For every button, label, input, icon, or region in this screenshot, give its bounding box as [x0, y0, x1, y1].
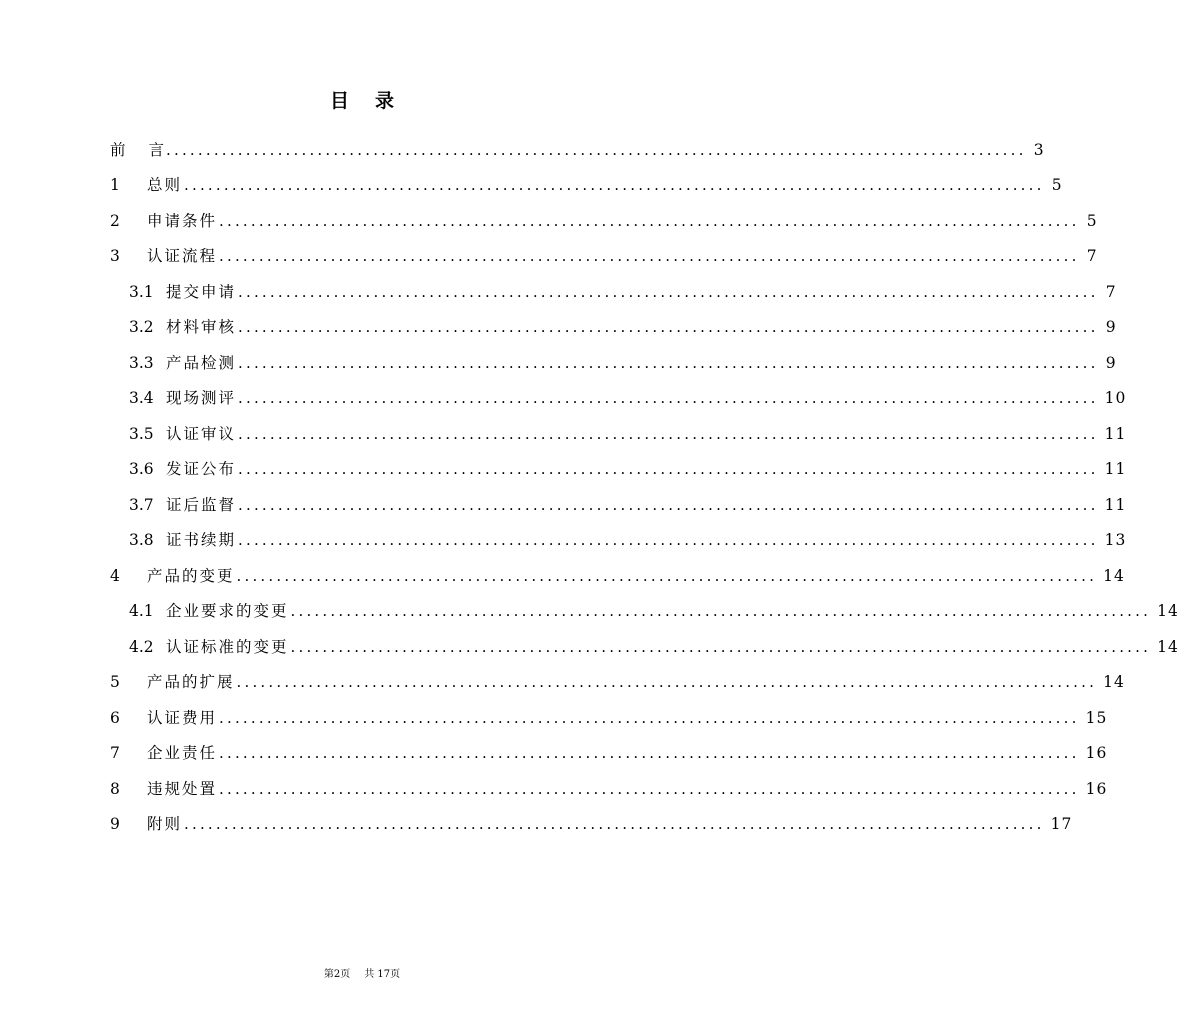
- toc-entry-label: 产品的变更: [147, 566, 235, 585]
- toc-leader-dots: ............................................................................................................: [238, 531, 1099, 549]
- toc-subentry[interactable]: [110, 373, 1127, 409]
- toc-entry-number: 8: [110, 779, 120, 798]
- toc-page-number: 9: [1105, 353, 1117, 372]
- toc-entry-label: 材料审核: [166, 318, 237, 336]
- toc-entry-label: 申请条件: [147, 211, 218, 230]
- toc-title: [0, 86, 724, 113]
- toc-entry-number: 3.6: [129, 460, 154, 478]
- toc-leader-dots: ............................................................................................................: [238, 495, 1099, 514]
- toc-leader-dots: ............................................................................................................: [219, 247, 1080, 265]
- toc-entry-label: 发证公布: [166, 460, 237, 478]
- toc-leader-dots: ............................................................................................................: [166, 140, 1027, 159]
- toc-page-number: 9: [1105, 318, 1117, 336]
- toc-leader-dots: ............................................................................................................: [219, 211, 1080, 230]
- toc-entry[interactable]: [110, 231, 1098, 267]
- toc-subentry[interactable]: [110, 586, 1179, 622]
- toc-entry-number: 2: [110, 211, 120, 230]
- toc-page-number: 11: [1104, 424, 1127, 443]
- toc-page-number: 7: [1105, 282, 1117, 301]
- toc-leader-dots: ............................................................................................................: [236, 673, 1098, 691]
- footer-total-pages: 共 17页: [364, 969, 401, 980]
- toc-entry[interactable]: [110, 657, 1125, 693]
- toc-subentry[interactable]: [110, 515, 1127, 551]
- toc-entry-number: 3.4: [129, 389, 154, 407]
- toc-entry-label: 证书续期: [166, 531, 237, 549]
- toc-leader-dots: ............................................................................................................: [238, 282, 1099, 301]
- toc-entry[interactable]: [110, 160, 1063, 196]
- toc-subentry[interactable]: [110, 479, 1127, 515]
- toc-entry-number: 7: [110, 744, 120, 762]
- toc-page-number: 10: [1104, 389, 1127, 407]
- toc-entry-number: 4.2: [129, 637, 154, 656]
- toc-leader-dots: ............................................................................................................: [290, 637, 1152, 656]
- toc-leader-dots: ............................................................................................................: [238, 389, 1099, 407]
- toc-page-number: 17: [1050, 815, 1073, 833]
- toc-entry-label: 认证标准的变更: [166, 637, 289, 656]
- toc-subentry[interactable]: [110, 266, 1117, 302]
- toc-page-number: 13: [1104, 531, 1127, 549]
- toc-leader-dots: ............................................................................................................: [219, 708, 1080, 727]
- footer-current-page: 第2页: [323, 969, 351, 980]
- toc-entry-label: 产品的扩展: [147, 673, 235, 691]
- toc-entry-number: 3.1: [129, 282, 154, 301]
- toc-entry-number: 5: [110, 673, 120, 691]
- toc-entry-label: 企业责任: [147, 744, 218, 762]
- toc-entry-label: 提交申请: [166, 282, 237, 301]
- toc-entry[interactable]: [110, 728, 1108, 764]
- toc-entry-label: 认证流程: [147, 247, 218, 265]
- toc-entry-foreword[interactable]: [110, 124, 1045, 160]
- table-of-contents: [110, 124, 1179, 834]
- toc-entry-label: 认证审议: [166, 424, 237, 443]
- toc-leader-dots: ............................................................................................................: [238, 353, 1099, 372]
- toc-page-number: 11: [1104, 460, 1127, 478]
- toc-entry-number: 3.2: [129, 318, 154, 336]
- page-footer: [0, 965, 724, 980]
- toc-entry-label: 总则: [147, 176, 183, 194]
- toc-entry-number: 4: [110, 566, 120, 585]
- toc-entry-number: 6: [110, 708, 120, 727]
- toc-page-number: 16: [1085, 779, 1108, 798]
- toc-entry[interactable]: [110, 550, 1125, 586]
- toc-entry-number: 4.1: [129, 602, 154, 620]
- toc-page-number: 14: [1103, 566, 1125, 585]
- toc-page-number: 16: [1085, 744, 1108, 762]
- toc-entry-label: 附则: [147, 815, 183, 833]
- toc-leader-dots: ............................................................................................................: [238, 318, 1099, 336]
- toc-entry-label: 违规处置: [147, 779, 218, 798]
- toc-subentry[interactable]: [110, 302, 1117, 338]
- toc-entry-number: 1: [110, 176, 120, 194]
- toc-entry-number: 3.8: [129, 531, 154, 549]
- toc-leader-dots: ............................................................................................................: [184, 176, 1045, 194]
- toc-entry-label: 现场测评: [166, 389, 237, 407]
- toc-page-number: 3: [1033, 140, 1045, 159]
- toc-entry-label: 前 言: [110, 140, 165, 159]
- toc-entry-number: 9: [110, 815, 120, 833]
- toc-leader-dots: ............................................................................................................: [184, 815, 1045, 833]
- toc-leader-dots: ............................................................................................................: [219, 779, 1080, 798]
- toc-entry-number: 3.3: [129, 353, 154, 372]
- toc-subentry[interactable]: [110, 444, 1127, 480]
- toc-page-number: 14: [1157, 637, 1179, 656]
- toc-title-char-2: 录: [375, 90, 395, 112]
- toc-page-number: 14: [1157, 602, 1179, 620]
- toc-entry[interactable]: [110, 763, 1108, 799]
- toc-subentry[interactable]: [110, 337, 1117, 373]
- toc-title-char-1: 目: [329, 90, 349, 112]
- toc-entry[interactable]: [110, 195, 1098, 231]
- toc-leader-dots: ............................................................................................................: [219, 744, 1080, 762]
- toc-page-number: 5: [1086, 211, 1098, 230]
- toc-entry-number: 3: [110, 247, 120, 265]
- toc-entry-label: 证后监督: [166, 495, 237, 514]
- toc-entry-number: 3.7: [129, 495, 154, 514]
- toc-leader-dots: ............................................................................................................: [290, 602, 1152, 620]
- toc-entry-number: 3.5: [129, 424, 154, 443]
- toc-subentry[interactable]: [110, 621, 1179, 657]
- toc-page-number: 14: [1103, 673, 1125, 691]
- toc-page-number: 11: [1104, 495, 1127, 514]
- toc-page-number: 7: [1086, 247, 1098, 265]
- toc-page-number: 15: [1085, 708, 1108, 727]
- toc-leader-dots: ............................................................................................................: [236, 566, 1098, 585]
- toc-entry-label: 认证费用: [147, 708, 218, 727]
- toc-entry[interactable]: [110, 799, 1073, 835]
- toc-entry-label: 产品检测: [166, 353, 237, 372]
- toc-entry-label: 企业要求的变更: [166, 602, 289, 620]
- toc-leader-dots: ............................................................................................................: [238, 424, 1099, 443]
- toc-subentry[interactable]: [110, 408, 1127, 444]
- toc-page-number: 5: [1051, 176, 1063, 194]
- toc-entry[interactable]: [110, 692, 1108, 728]
- toc-leader-dots: ............................................................................................................: [238, 460, 1099, 478]
